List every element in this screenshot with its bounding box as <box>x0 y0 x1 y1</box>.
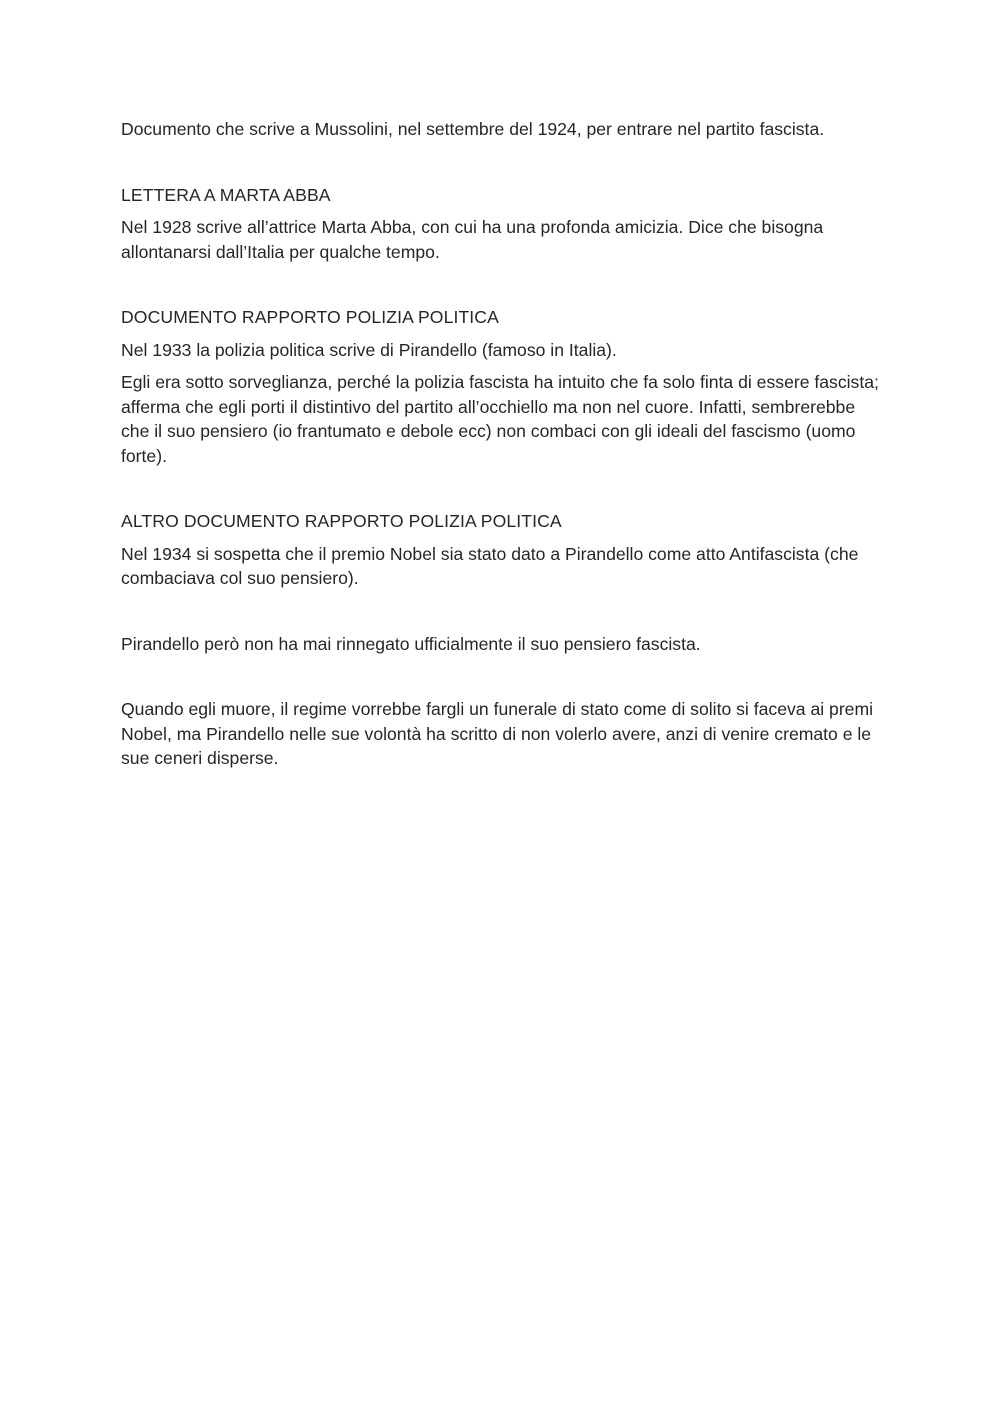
paragraph-marta-abba: Nel 1928 scrive all’attrice Marta Abba, con cui ha una profonda amicizia. Dice che bisogna allontanarsi dall’Italia per qualche tempo. <box>121 217 824 262</box>
paragraph-sorveglianza: Egli era sotto sorveglianza, perché la polizia fascista ha intuito che fa solo finta di essere fascista; afferma che egli porti il distintivo del partito all’occhiello ma non nel cuore. Infatti, sembrerebbe che il suo pensiero (io frantumato e debole ecc) non combaci con gli ideali del fascismo (uomo forte). <box>121 372 879 466</box>
section-heading-altro-documento: ALTRO DOCUMENTO RAPPORTO POLIZIA POLITICA <box>121 511 562 531</box>
document-page <box>121 117 881 771</box>
section-heading-polizia-politica: DOCUMENTO RAPPORTO POLIZIA POLITICA <box>121 307 499 327</box>
intro-paragraph: Documento che scrive a Mussolini, nel settembre del 1924, per entrare nel partito fascista. <box>121 119 825 139</box>
paragraph-rinnegato: Pirandello però non ha mai rinnegato ufficialmente il suo pensiero fascista. <box>121 633 701 654</box>
paragraph-nobel-1934: Nel 1934 si sospetta che il premio Nobel sia stato dato a Pirandello come atto Antifascista (che combaciava col suo pensiero). <box>121 543 859 588</box>
paragraph-polizia-1933: Nel 1933 la polizia politica scrive di Pirandello (famoso in Italia). <box>121 339 617 360</box>
section-heading-marta-abba: LETTERA A MARTA ABBA <box>121 184 331 205</box>
paragraph-funerale: Quando egli muore, il regime vorrebbe fargli un funerale di stato come di solito si faceva ai premi Nobel, ma Pirandello nelle sue volontà ha scritto di non volerlo avere, anzi di venire cremato e le sue ceneri disperse. <box>121 699 874 768</box>
